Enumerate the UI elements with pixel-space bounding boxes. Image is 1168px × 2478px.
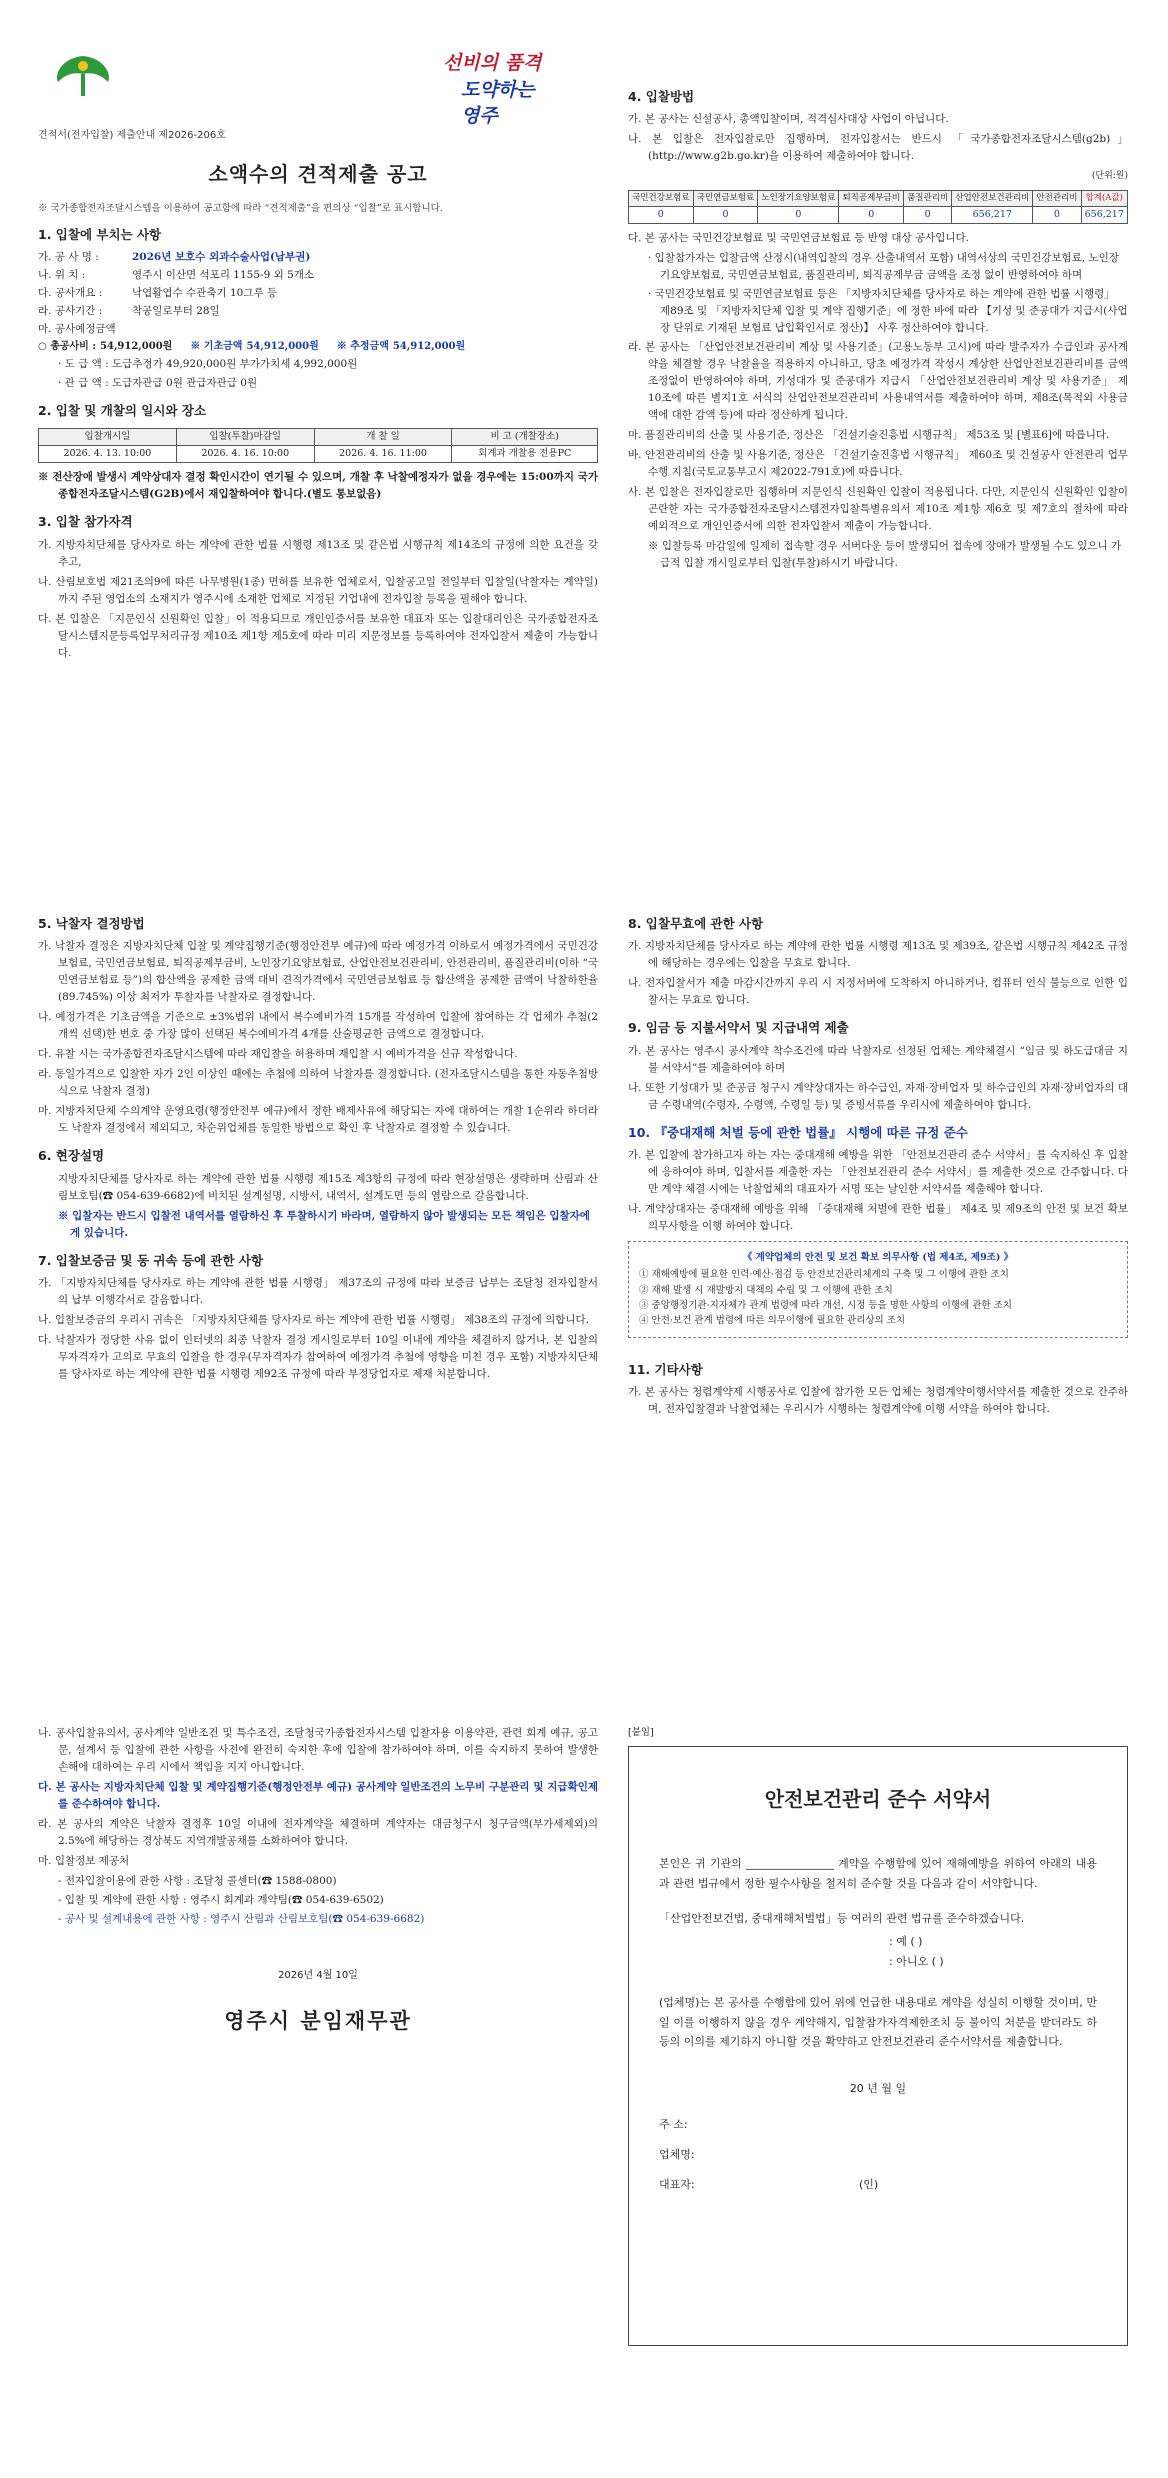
pledge-date: 20 년 월 일 bbox=[849, 2082, 907, 2096]
header-logo-area bbox=[38, 50, 598, 128]
contract-amount-line: · 도 급 액 : 도급추정가 49,920,000원 부가가치세 4,992,000원 bbox=[58, 358, 358, 371]
est-label: ※ 추정금액 bbox=[336, 341, 389, 353]
table-header: 합계(A값) bbox=[1081, 190, 1127, 206]
table-cell: 0 bbox=[758, 206, 839, 223]
list-item: 나. 공사입찰유의서, 공사계약 일반조건 및 특수조건, 조달청국가종합전자시스템 입찰자용 이용약관, 관련 회계 예규, 공고문, 설계서 등 입찰에 관한 사항을 사전에 완전히 숙지한 후에 입찰에 참가하여야 하며, 이를 숙지하지 못하여 발생한 손해에 대하여는 우리 시에서 책임을 지지 아니합니다. bbox=[38, 1727, 598, 1773]
address-label: 주 소: bbox=[659, 2117, 688, 2131]
table-header: 품질관리비 bbox=[904, 190, 952, 206]
pledge-paragraph-2: 「산업안전보건법, 중대재해처벌법」등 여러의 관련 법규를 준수하겠습니다. bbox=[659, 1912, 1025, 1926]
intro-note: ※ 국가종합전자조달시스템을 이용하여 공고함에 따라 “견적제출”을 편의상 “입찰”로 표시합니다. bbox=[38, 202, 443, 214]
company-label: 업체명: bbox=[659, 2147, 695, 2161]
document-number: 견적서(전자입찰) 제출안내 제2026-206호 bbox=[38, 130, 226, 141]
section-2-heading: 2. 입찰 및 개찰의 일시와 장소 bbox=[38, 403, 207, 419]
page3-left-column bbox=[38, 1725, 598, 2145]
list-item: 가. 본 공사는 영주시 공사계약 착수조건에 따라 낙찰자로 선정된 업체는 계약체결시 “임금 및 하도급대금 지불 서약서”를 제출하여야 하며 bbox=[628, 1044, 1128, 1074]
list-item: 다. 본 공사는 국민건강보험료 및 국민연금보험료 등 반영 대상 공사입니다. bbox=[628, 232, 970, 245]
address-field[interactable] bbox=[659, 2116, 1097, 2134]
table-header: 안전관리비 bbox=[1033, 190, 1081, 206]
table-cell: 0 bbox=[693, 206, 758, 223]
list-item: 나. 전자입찰서가 제출 마감시간까지 우리 시 지정서버에 도착하지 아니하거나, 컴퓨터 인식 불능으로 인한 입찰서는 무효로 합니다. bbox=[628, 977, 1128, 1007]
page1-right-column bbox=[628, 78, 1128, 878]
list-item: 사. 본 입찰은 전자입찰로만 집행하며 지문인식 신원확인 입찰이 적용됩니다. 다만, 지문인식 신원확인 입찰이 곤란한 자는 국가종합전자조달시스템전자입찰특별유의서 제10조 제1항 제6호 및 제7호의 절차에 따라 예외적으로 개인인증서에 의한 전자입찰서 제출이 가능합니다. bbox=[628, 486, 1128, 533]
page2-right-column bbox=[628, 905, 1128, 1625]
pledge-title: 안전보건관리 준수 서약서 bbox=[764, 1787, 992, 1812]
list-item: 다. 본 공사는 지방자치단체 입찰 및 계약집행기준(행정안전부 예규) 공사계약 일반조건의 노무비 구분관리 및 지급확인제를 준수하여야 합니다. bbox=[38, 1781, 598, 1810]
list-item: 다. 본 입찰은 「지문인식 신원확인 입찰」이 적용되므로 개인인증서를 보유한 대표자 또는 입찰대리인은 국가종합전자조달시스템지문등록업무처리규정 제10조 제1항 제5호에 따라 미리 지문정보를 등록하여야 전자입찰서 제출이 가능합니다. bbox=[38, 612, 598, 659]
project-summary: 낙엽활엽수 수관축기 10그루 등 bbox=[132, 287, 278, 300]
table-cell: 0 bbox=[839, 206, 904, 223]
table-header: 노인장기요양보험료 bbox=[758, 190, 839, 206]
row-label: 마. 공사예정금액 bbox=[38, 323, 116, 336]
list-item: 마. 지방자치단체 수의계약 운영요령(행정안전부 예규)에서 정한 배제사유에 해당되는 자에 대하여는 개찰 1순위라 하더라도 낙찰자 결정에서 제외되고, 차순위업체를 동일한 방법으로 확인 후 낙찰자로 결정할 수 있습니다. bbox=[38, 1105, 598, 1135]
list-item: 나. 산림보호법 제21조의9에 따른 나무병원(1종) 면허를 보유한 업체로서, 입찰공고일 전일부터 입찰일(낙찰자는 계약일)까지 주된 영업소의 소재지가 영주시에 소재한 업체로 지정된 기업내에 전자입찰 등록을 필해야 합니다. bbox=[38, 575, 598, 605]
slogan-line-2: 도약하는 영주 bbox=[461, 78, 535, 128]
project-period: 착공일로부터 28일 bbox=[132, 305, 220, 318]
contact-line: - 전자입찰이용에 관한 사항 : 조달청 콜센터(☎ 1588-0800) bbox=[58, 1875, 337, 1887]
table-header: 국민건강보험료 bbox=[629, 190, 694, 206]
list-item: 가. 본 공사는 청렴계약제 시행공사로 입찰에 참가한 모든 업체는 청렴계약이행서약서를 제출한 것으로 간주하며, 전자입찰결과 낙찰업체는 우리시가 시행하는 청렴계약에 이행 서약을 하여야 합니다. bbox=[628, 1385, 1128, 1415]
list-item: 가. 「지방자치단체를 당사자로 하는 계약에 관한 법률 시행령」 제37조의 규정에 따라 보증금 납부는 조달청 전자입찰서의 납부 이행각서로 갈음합니다. bbox=[38, 1276, 598, 1306]
page3-right-column bbox=[628, 1725, 1128, 2365]
page2-left-column bbox=[38, 905, 598, 1625]
section-4-heading: 4. 입찰방법 bbox=[628, 89, 695, 104]
cost-table bbox=[628, 190, 1128, 224]
list-item: ③ 중앙행정기관·지자체가 관계 법령에 따라 개선, 시정 등을 명한 사항의 이행에 관한 조치 bbox=[639, 1299, 1012, 1311]
list-item: 가. 지방자치단체를 당사자로 하는 계약에 관한 법률 시행령 제13조 및 제39조, 같은법 시행규칙 제42조 규정에 해당하는 경우에는 입찰을 무효로 합니다. bbox=[628, 940, 1128, 970]
total-value: 54,912,000원 bbox=[100, 341, 173, 353]
base-value: 54,912,000원 bbox=[246, 341, 319, 353]
list-item: 마. 품질관리비의 산출 및 사용기준, 정산은 「건설기술진흥법 시행규칙」 제53조 및 [별표6]에 따릅니다. bbox=[628, 429, 1110, 442]
pledge-no-checkbox[interactable]: : 아니오 ( ) bbox=[889, 1954, 944, 1968]
row-label: 다. 공사개요 : bbox=[38, 287, 103, 300]
schedule-note: ※ 전산장애 발생시 계약상대자 결정 확인시간이 연기될 수 있으며, 개찰 후 낙찰예정자가 없을 경우에는 15:00까지 국가종합전자조달시스템(G2B)에서 재입찰하여야 합니다.(별도 통보없음) bbox=[38, 471, 598, 501]
section-9-heading: 9. 임금 등 지불서약서 및 지급내역 제출 bbox=[628, 1020, 849, 1036]
notice-date: 2026년 4월 10일 bbox=[278, 1970, 358, 1981]
issuer-name: 영주시 분임재무관 bbox=[224, 2009, 412, 2034]
list-item: 가. 지방자치단체를 당사자로 하는 계약에 관한 법률 시행령 제13조 및 같은법 시행규칙 제14조의 규정에 의한 요건을 갖추고, bbox=[38, 538, 598, 568]
unit-label: (단위:원) bbox=[1091, 171, 1128, 182]
project-name: 2026년 보호수 외과수술사업(남부권) bbox=[132, 251, 311, 264]
bid-schedule-table bbox=[38, 428, 598, 464]
section-1-rows bbox=[38, 249, 598, 338]
section-11-heading: 11. 기타사항 bbox=[628, 1361, 703, 1377]
list-item: 나. 예정가격은 기초금액을 기준으로 ±3%범위 내에서 복수예비가격 15개를 작성하여 입찰에 참여하는 각 업체가 추첨(2개씩 선택)한 번호 중 가장 많이 선택된 복수예비가격 4개를 산술평균한 금액으로 결정합니다. bbox=[38, 1011, 598, 1041]
table-header: 개 찰 일 bbox=[314, 428, 452, 445]
table-cell: 0 bbox=[629, 206, 694, 223]
site-warning: ※ 입찰자는 반드시 입찰전 내역서를 열람하신 후 투찰하시기 바라며, 열람하지 않아 발생되는 모든 책임은 입찰자에게 있습니다. bbox=[58, 1209, 590, 1239]
pledge-yes-checkbox[interactable]: : 예 ( ) bbox=[889, 1935, 923, 1949]
table-header: 입찰개시일 bbox=[39, 428, 177, 445]
list-item: 라. 동일가격으로 입찰한 자가 2인 이상인 때에는 추첨에 의하여 낙찰자를 결정합니다. (전자조달시스템을 통한 자동추첨방식으로 낙찰자 결정) bbox=[38, 1068, 598, 1098]
total-label: ○ 총공사비 : bbox=[38, 341, 97, 353]
site-explanation: 지방자치단체를 당사자로 하는 계약에 관한 법률 시행령 제15조 제3항의 규정에 따라 현장설명은 생략하며 산림과 산림보호팀(☎ 054-639-6682)에 비치된 설계설명, 시방서, 내역서, 설계도면 등의 열람으로 갈음합니다. bbox=[58, 1172, 598, 1202]
list-item: 바. 안전관리비의 산출 및 사용기준, 정산은 「건설기술진흥법 시행규칙」 제60조 및 건설공사 안전관리 업무수행 지침(국토교통부고시 제2022-791호)에 따릅니다. bbox=[628, 449, 1128, 479]
supplied-amount-line: · 관 급 액 : 도급자관급 0원 관급자관급 0원 bbox=[58, 377, 258, 390]
table-header: 입찰(투찰)마감일 bbox=[176, 428, 314, 445]
table-header: 국민연금보험료 bbox=[693, 190, 758, 206]
representative-label: 대표자: bbox=[659, 2177, 695, 2191]
list-item: ① 재해예방에 필요한 인력·예산·점검 등 안전보건관리체계의 구축 및 그 이행에 관한 조치 bbox=[639, 1269, 1009, 1281]
list-item: 라. 본 공사의 계약은 낙찰자 결정후 10일 이내에 전자계약을 체결하며 계약자는 대금청구시 청구금액(부가세제외)의 2.5%에 해당하는 경상북도 지역개발공채를 소화하여야 합니다. bbox=[38, 1818, 598, 1847]
list-item: 나. 본 입찰은 전자입찰로만 집행하며, 전자입찰서는 반드시 「국가종합전자조달시스템(g2b)」(http://www.g2b.go.kr)을 이용하여 제출하여야 합니다. bbox=[628, 133, 1128, 163]
section-7-heading: 7. 입찰보증금 및 동 귀속 등에 관한 사항 bbox=[38, 1252, 264, 1268]
section-1-heading: 1. 입찰에 부치는 사항 bbox=[38, 226, 162, 242]
table-cell: 2026. 4. 16. 11:00 bbox=[314, 445, 452, 462]
table-cell: 656,217 bbox=[1081, 206, 1127, 223]
list-item: 나. 입찰보증금의 우리시 귀속은 「지방자치단체를 당사자로 하는 계약에 관한 법률 시행령」 제38조의 규정에 의합니다. bbox=[38, 1313, 590, 1326]
slogan-line-1: 선비의 품격 bbox=[443, 52, 542, 74]
seal-mark: (인) bbox=[859, 2177, 879, 2191]
table-cell: 2026. 4. 16. 10:00 bbox=[176, 445, 314, 462]
list-item: 나. 또한 기성대가 및 준공금 청구시 계약상대자는 하수급인, 자재·장비업자 및 하수급인의 자재·장비업자의 대금 수령내역(수령자, 수령액, 수령일 등) 및 증빙서류를 우리시에 제출하여야 합니다. bbox=[628, 1081, 1128, 1111]
city-slogan bbox=[443, 50, 558, 128]
notice-title: 소액수의 견적제출 공고 bbox=[208, 162, 428, 187]
row-label: 가. 공 사 명 : bbox=[38, 251, 99, 264]
list-item: 다. 낙찰자가 정당한 사유 없이 인터넷의 최종 낙찰자 결정 게시일로부터 10일 이내에 계약을 체결하지 않거나, 본 입찰의 무자격자가 고의로 무효의 입찰을 한 경우(무자격자가 참여하여 예정가격 추첨에 영향을 미친 경우 포함) 지방자치단체를 당사자로 하는 계약에 관한 법률 시행령 제92조 규정에 따라 부정당업자로 제재 처분합니다. bbox=[38, 1333, 598, 1380]
safety-box-title: 《 계약업체의 안전 및 보건 확보 의무사항 (법 제4조, 제9조) 》 bbox=[742, 1251, 1014, 1263]
attachment-label: [붙임] bbox=[628, 1727, 654, 1738]
table-cell: 회계과 개찰용 전용PC bbox=[452, 445, 598, 462]
list-item: · 입찰참가자는 입찰금액 산정시(내역입찰의 경우 산출내역서 포함) 내역서상의 국민건강보험료, 노인장기요양보험료, 국민연금보험료, 품질관리비, 퇴직공제부금 금액을 조정 없이 반영하여야 하며 bbox=[648, 252, 1119, 282]
table-header: 산업안전보건관리비 bbox=[952, 190, 1033, 206]
list-item: 나. 계약상대자는 중대재해 예방을 위해 「중대재해 처벌에 관한 법률」 제4조 및 제9조의 안전 및 보건 확보 의무사항을 이행 하여야 합니다. bbox=[628, 1202, 1128, 1232]
list-item: 가. 본 입찰에 참가하고자 하는 자는 중대재해 예방을 위한 「안전보건관리 준수 서약서」를 숙지하신 후 입찰에 응하여야 하며, 입찰서를 제출한 자는 「안전보건관리 준수 서약서」를 제출한 것으로 간주합니다. 다만 계약 체결 시에는 낙찰업체의 대표자가 서명 또는 날인한 서약서를 제출해야 합니다. bbox=[628, 1148, 1128, 1195]
list-item: 다. 유찰 시는 국가종합전자조달시스템에 따라 재입찰을 허용하며 재입찰 시 예비가격을 신규 작성합니다. bbox=[38, 1048, 518, 1061]
list-item: ② 재해 발생 시 재발방지 대책의 수립 및 그 이행에 관한 조치 bbox=[639, 1284, 893, 1296]
table-cell: 2026. 4. 13. 10:00 bbox=[39, 445, 177, 462]
base-label: ※ 기초금액 bbox=[190, 341, 243, 353]
table-cell: 0 bbox=[904, 206, 952, 223]
pledge-paragraph-3: (업체명)는 본 공사를 수행함에 있어 위에 언급한 내용대로 계약을 성실히 이행할 것이며, 만일 이를 이행하지 않을 경우 계약해지, 입찰참가자격제한조치 등 불이익 처분을 받더라도 하등의 이의를 제기하지 아니할 것을 확약하고 안전보건관리 준수서약서를 제출합니다. bbox=[659, 1995, 1097, 2049]
list-item: · 국민건강보험료 및 국민연금보험료 등은 「지방자치단체를 당사자로 하는 계약에 관한 법률 시행령」 제89조 및 「지방자치단체 입찰 및 계약 집행기준」에 정한 바에 따라 【기성 및 준공대가 지급시(사업장 단위로 기재된 보험료 납입확인서로 정산)】 사후 정산하여야 합니다. bbox=[648, 288, 1128, 335]
table-cell: 0 bbox=[1033, 206, 1081, 223]
row-label: 라. 공사기간 : bbox=[38, 305, 103, 318]
table-cell: 656,217 bbox=[952, 206, 1033, 223]
server-warning: ※ 입찰등록 마감일에 일제히 접속할 경우 서버다운 등이 발생되어 접속에 장애가 발생될 수도 있으니 가급적 입찰 개시일로부터 입찰(투찰)하시기 바랍니다. bbox=[648, 540, 1122, 570]
signature-block bbox=[659, 2080, 1097, 2193]
row-label: 나. 위 치 : bbox=[38, 269, 86, 282]
contact-line: - 공사 및 설계내용에 관한 사항 : 영주시 산림과 산림보호팀(☎ 054-639-6682) bbox=[58, 1913, 425, 1925]
yeongju-leaf-logo-icon bbox=[52, 52, 114, 100]
contact-line: - 입찰 및 계약에 관한 사항 : 영주시 회계과 계약팀(☎ 054-639-6502) bbox=[58, 1894, 384, 1906]
project-location: 영주시 이산면 석포리 1155-9 외 5개소 bbox=[132, 269, 315, 282]
section-3-heading: 3. 입찰 참가자격 bbox=[38, 514, 133, 530]
list-item: ④ 안전·보건 관계 법령에 따른 의무이행에 필요한 관리상의 조치 bbox=[639, 1315, 906, 1327]
section-6-heading: 6. 현장설명 bbox=[38, 1148, 105, 1164]
page1-left-column bbox=[38, 50, 598, 810]
table-header: 비 고 (개찰장소) bbox=[452, 428, 598, 445]
list-item: 가. 본 공사는 신설공사, 총액입찰이며, 적격심사대상 사업이 아닙니다. bbox=[628, 113, 949, 126]
total-cost-line bbox=[38, 339, 598, 355]
list-item: 라. 본 공사는 「산업안전보건관리비 계상 및 사용기준」(고용노동부 고시)에 따라 발주자가 수급인과 공사계약을 체결할 경우 낙찰율을 적용하지 아니하고, 당초 예정가격 작성시 계상한 산업안전보건관리비를 금액 조정없이 반영하여야 하며, 기성대가 및 준공대가 지급시 「산업안전보건관리비 계상 및 사용기준」 제10조에 따른 별지1호 서식의 산업안전보건관리비 사용내역서를 제출하여야 하며, 제8조(목적외 사용금액에 대한 감액 등)에 따라 정산하게 됩니다. bbox=[628, 341, 1128, 422]
safety-obligation-box bbox=[628, 1241, 1128, 1338]
safety-pledge-form bbox=[628, 1746, 1128, 2346]
list-item: 마. 입찰정보 제공처 bbox=[38, 1855, 130, 1867]
company-field[interactable] bbox=[659, 2146, 1097, 2164]
section-8-heading: 8. 입찰무효에 관한 사항 bbox=[628, 916, 764, 931]
section-5-heading: 5. 낙찰자 결정방법 bbox=[38, 916, 145, 931]
table-header: 퇴직공제부금비 bbox=[839, 190, 904, 206]
section-10-heading: 10. 『중대재해 처벌 등에 관한 법률』 시행에 따른 규정 준수 bbox=[628, 1124, 968, 1140]
list-item: 가. 낙찰자 결정은 지방자치단체 입찰 및 계약집행기준(행정안전부 예규)에 따라 예정가격 이하로서 예정가격에서 국민건강보험료, 국민연금보험료, 퇴직공제부금비, 노인장기요양보험료, 산업안전보건관리비, 안전관리비, 품질관리비(이하 “국민연금보험료 등”)의 합산액을 공제한 금액 대비 견적가격에서 국민연금보험료 등 합산액을 공제한 금액이 낙찰하한율(89.745%) 이상 최저가 투찰자를 낙찰자로 결정합니다. bbox=[38, 940, 598, 1004]
pledge-paragraph-1: 본인은 귀 기관의 ________________ 계약을 수행함에 있어 재해예방을 위하여 아래의 내용과 관련 법규에서 정한 필수사항을 철저히 준수할 것을 다음과 같이 서약합니다. bbox=[659, 1856, 1097, 1890]
representative-field[interactable] bbox=[659, 2176, 1097, 2194]
est-value: 54,912,000원 bbox=[392, 341, 466, 353]
